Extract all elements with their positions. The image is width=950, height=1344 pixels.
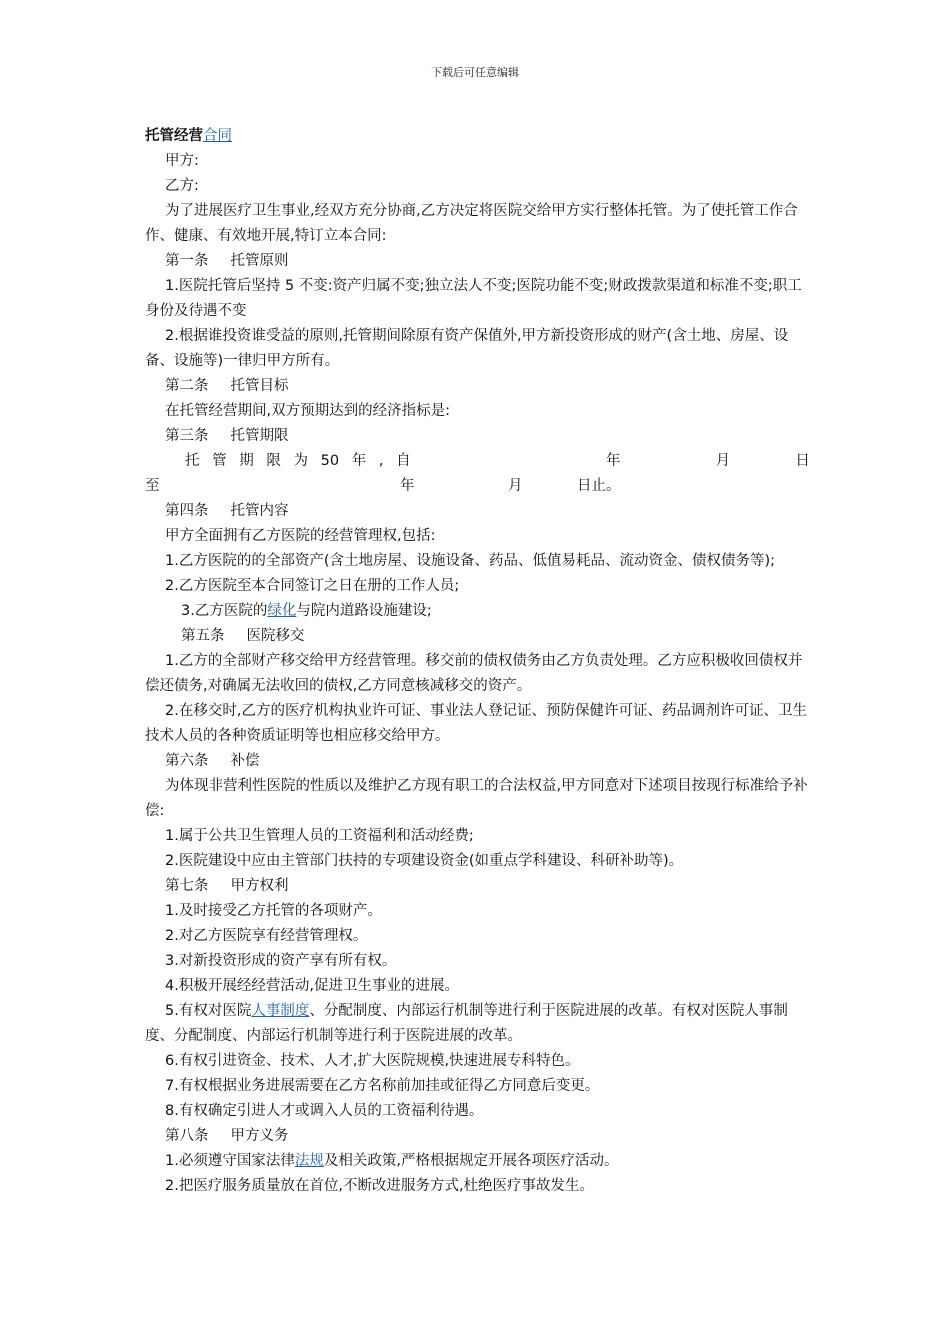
party-b-label: 乙方:: [165, 178, 199, 194]
article-7-clause-8: 8.有权确定引进人才或调入人员的工资福利待遇。: [165, 1103, 484, 1119]
term-line-1: 托 管 期 限 为 50 年 , 自 年 月 日: [185, 453, 810, 469]
article-8-clause-2: 2.把医疗服务质量放在首位,不断改进服务方式,杜绝医疗事故发生。: [165, 1178, 595, 1194]
article-7-clause-4: 4.积极开展经经营活动,促进卫生事业的进展。: [165, 978, 459, 994]
contract-link[interactable]: 合同: [203, 128, 232, 144]
article-7-clause-5: 5.有权对医院人事制度、分配制度、内部运行机制等进行利于医院进展的改革。有权对医院人事制度、分配制度、内部运行机制等进行利于医院进展的改革。: [145, 1003, 788, 1044]
article-6-clause-2: 2.医院建设中应由主管部门扶持的专项建设资金(如重点学科建设、科研补助等)。: [165, 853, 684, 869]
article-7-clause-6: 6.有权引进资金、技术、人才,扩大医院规模,快速进展专科特色。: [165, 1053, 580, 1069]
article-4-heading: 第四条 托管内容: [165, 503, 289, 519]
contract-document: [145, 124, 810, 1199]
article-4-clause-1: 1.乙方医院的的全部资产(含土地房屋、设施设备、药品、低值易耗品、流动资金、债权债务等);: [165, 553, 776, 569]
article-2-text: 在托管经营期间,双方预期达到的经济指标是:: [165, 403, 450, 419]
article-5-clause-2: 2.在移交时,乙方的医疗机构执业许可证、事业法人登记证、预防保健许可证、药品调剂许可证、卫生技术人员的各种资质证明等也相应移交给甲方。: [145, 703, 807, 744]
article-5-heading: 第五条 医院移交: [181, 628, 305, 644]
article-2-heading: 第二条 托管目标: [165, 378, 289, 394]
term-line-2: 至 年 月 日止。: [145, 478, 621, 494]
document-title: [145, 124, 810, 149]
article-7-heading: 第七条 甲方权利: [165, 878, 289, 894]
article-6-intro: 为体现非营利性医院的性质以及维护乙方现有职工的合法权益,甲方同意对下述项目按现行标准给予补偿:: [145, 778, 808, 819]
article-8-heading: 第八条 甲方义务: [165, 1128, 289, 1144]
article-8-clause-1: 1.必须遵守国家法律法规及相关政策,严格根据规定开展各项医疗活动。: [165, 1153, 619, 1169]
title-text: 托管经营: [145, 128, 203, 144]
article-6-heading: 第六条 补偿: [165, 753, 260, 769]
article-7-clause-1: 1.及时接受乙方托管的各项财产。: [165, 903, 382, 919]
personnel-system-link[interactable]: 人事制度: [251, 1003, 310, 1019]
greening-link[interactable]: 绿化: [267, 603, 297, 619]
article-7-clause-7: 7.有权根据业务进展需要在乙方名称前加挂或征得乙方同意后变更。: [165, 1078, 600, 1094]
article-1-clause-1: 1.医院托管后坚持 5 不变:资产归属不变;独立法人不变;医院功能不变;财政拨款渠道和标准不变;职工身份及待遇不变: [145, 278, 802, 319]
regulations-link[interactable]: 法规: [294, 1153, 324, 1169]
article-7-clause-3: 3.对新投资形成的资产享有所有权。: [165, 953, 397, 969]
article-5-clause-1: 1.乙方的全部财产移交给甲方经营管理。移交前的债权债务由乙方负责处理。乙方应积极收回债权并偿还债务,对确属无法收回的债权,乙方同意核减移交的资产。: [145, 653, 803, 694]
article-7-clause-2: 2.对乙方医院享有经营管理权。: [165, 928, 368, 944]
intro-paragraph: 为了进展医疗卫生事业,经双方充分协商,乙方决定将医院交给甲方实行整体托管。为了使托管工作合作、健康、有效地开展,特订立本合同:: [145, 203, 798, 244]
article-4-clause-3: 3.乙方医院的绿化与院内道路设施建设;: [181, 603, 432, 619]
article-4-intro: 甲方全面拥有乙方医院的经营管理权,包括:: [165, 528, 436, 544]
page-header-note: 下载后可任意编辑: [431, 66, 519, 79]
party-a-label: 甲方:: [165, 153, 199, 169]
article-6-clause-1: 1.属于公共卫生管理人员的工资福利和活动经费;: [165, 828, 474, 844]
article-4-clause-2: 2.乙方医院至本合同签订之日在册的工作人员;: [165, 578, 460, 594]
article-1-heading: 第一条 托管原则: [165, 253, 289, 269]
article-1-clause-2: 2.根据谁投资谁受益的原则,托管期间除原有资产保值外,甲方新投资形成的财产(含土地、房屋、设备、设施等)一律归甲方所有。: [145, 328, 789, 369]
article-3-heading: 第三条 托管期限: [165, 428, 289, 444]
